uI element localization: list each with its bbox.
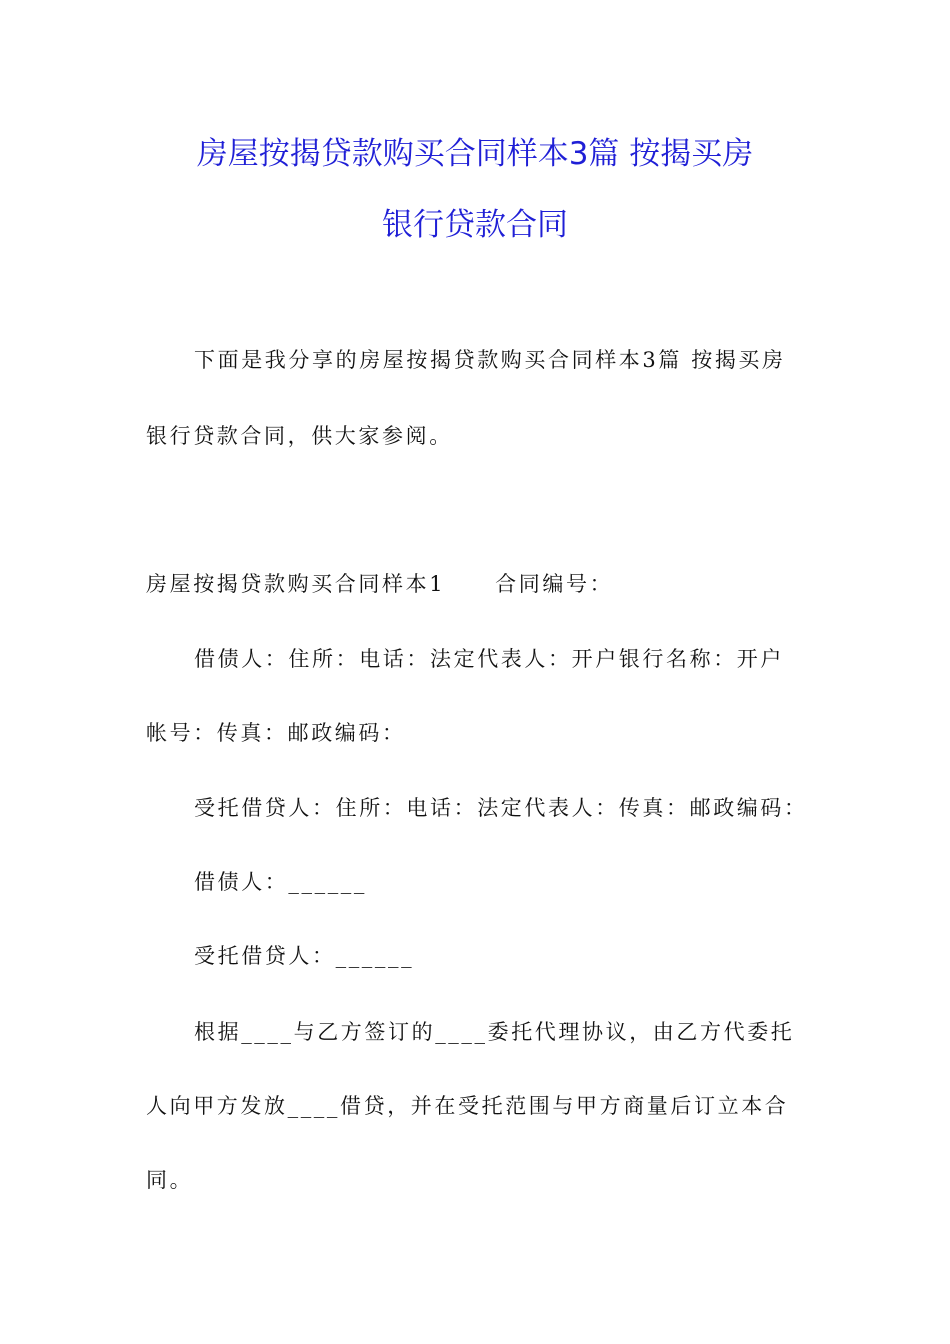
- lender-signature-line: 受托借贷人：______: [194, 944, 415, 968]
- lender-info: 受托借贷人：住所：电话：法定代表人：传真：邮政编码：: [194, 796, 808, 820]
- clause-line-1: 根据____与乙方签订的____委托代理协议，由乙方代委托: [194, 1020, 795, 1044]
- clause-line-2: 人向甲方发放____借贷，并在受托范围与甲方商量后订立本合: [146, 1094, 789, 1118]
- document-title-line-2: 银行贷款合同: [382, 207, 568, 243]
- document-title-line-1: 房屋按揭贷款购买合同样本3篇 按揭买房: [196, 136, 754, 172]
- borrower-info-line-1: 借债人：住所：电话：法定代表人：开户银行名称：开户: [194, 647, 784, 671]
- intro-paragraph-line-1: 下面是我分享的房屋按揭贷款购买合同样本3篇 按揭买房: [194, 348, 786, 372]
- borrower-info-line-2: 帐号：传真：邮政编码：: [146, 721, 406, 745]
- contract-number-label: 合同编号：: [495, 572, 614, 596]
- clause-line-3: 同。: [146, 1168, 194, 1192]
- borrower-signature-line: 借债人：______: [194, 870, 367, 894]
- intro-paragraph-line-2: 银行贷款合同，供大家参阅。: [146, 424, 453, 448]
- section-heading-row: [146, 569, 613, 599]
- section-heading: 房屋按揭贷款购买合同样本1: [146, 572, 446, 596]
